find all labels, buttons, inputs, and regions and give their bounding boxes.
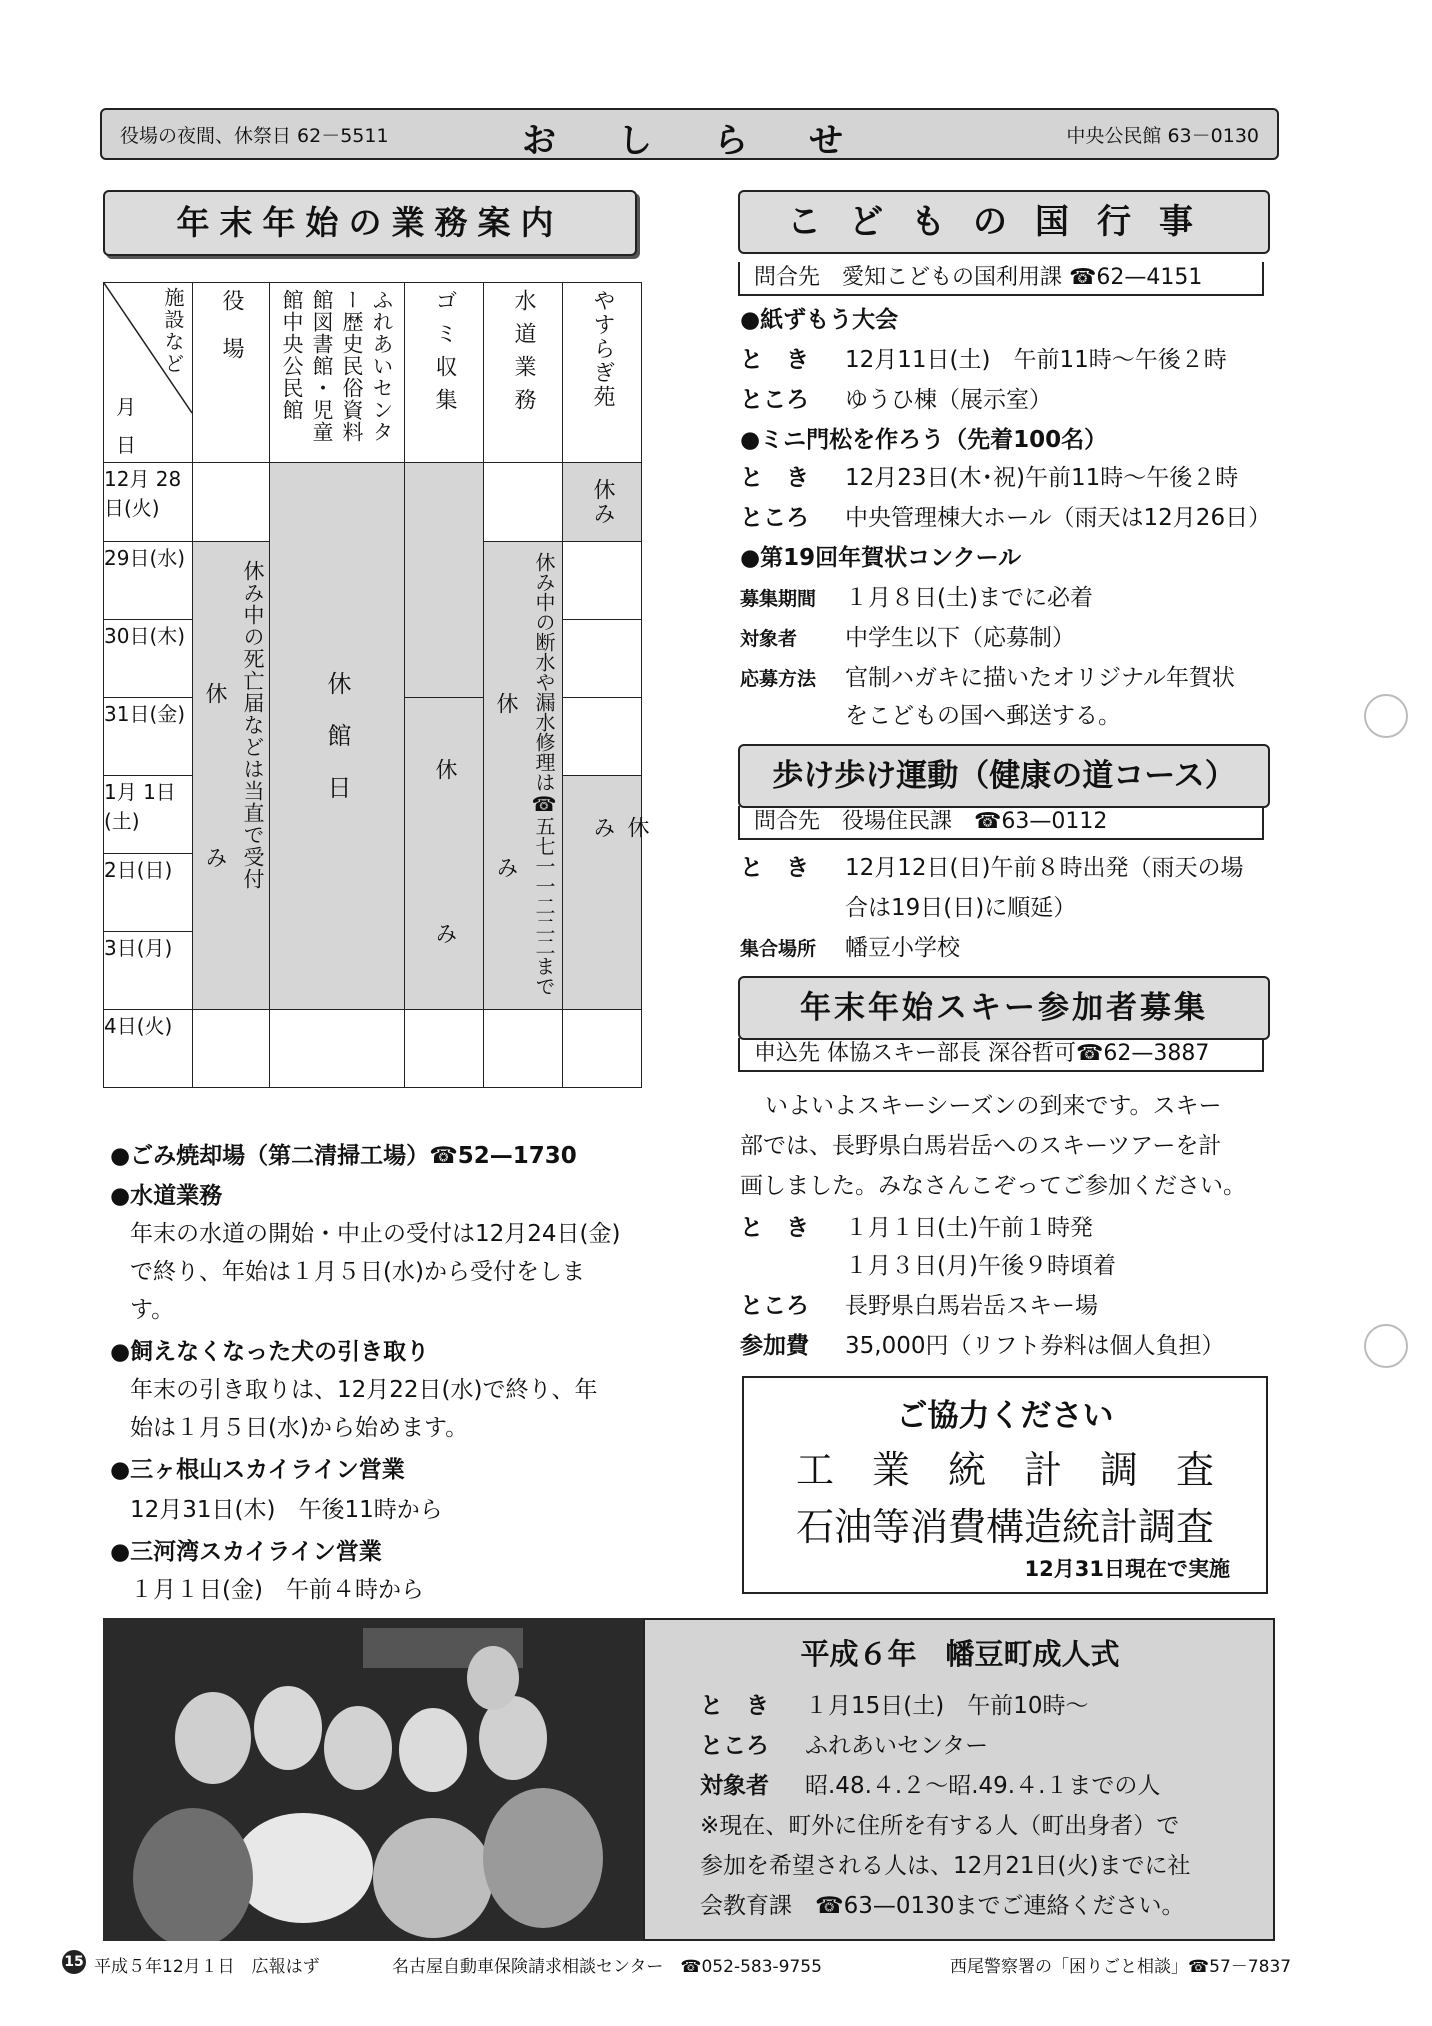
label-toki: と き xyxy=(700,1693,769,1719)
col-yakuba: 役 場 xyxy=(193,283,270,463)
label-toki: と き xyxy=(740,347,809,373)
value-tokoro: ゆうひ棟（展示室） xyxy=(845,387,1052,413)
aruke-contact: 問合先 役場住民課 ☎63—0112 xyxy=(738,806,1264,840)
date-row: 12月 28日(火) xyxy=(104,463,193,542)
item-suido-text: で終り、年始は１月５日(水)から受付をしま xyxy=(130,1259,585,1285)
ceremony-photo xyxy=(103,1618,643,1941)
seijin-note: 参加を希望される人は、12月21日(火)までに社 xyxy=(700,1853,1191,1879)
table-corner xyxy=(104,283,193,463)
item-dog-text: 始は１月５日(水)から始めます。 xyxy=(130,1415,469,1441)
header-left: 役場の夜間、休祭日 62－5511 xyxy=(120,125,389,147)
kodomo-contact: 問合先 愛知こどもの国利用課 ☎62—4151 xyxy=(738,262,1264,296)
suido-closed: 休み中の断水や漏水修理は☎五七一一二二二まで 休 み xyxy=(484,542,563,1010)
label-tokoro: ところ xyxy=(740,387,809,413)
value-method-2: をこどもの国へ郵送する。 xyxy=(845,703,1121,729)
survey-line-3: 石油等消費構造統計調査 xyxy=(795,1505,1214,1549)
label-place: 集合場所 xyxy=(740,938,817,960)
aruke-title: 歩け歩け運動（健康の道コース） xyxy=(738,744,1270,808)
item-mikawa-head: ●三河湾スカイライン営業 xyxy=(110,1539,382,1565)
value-toki-2: １月３日(月)午後９時頃着 xyxy=(845,1253,1116,1279)
schedule-title: 年末年始の業務案内 xyxy=(103,190,637,256)
survey-box xyxy=(742,1376,1268,1594)
item-gomi: ●ごみ焼却場（第二清掃工場）☎52—1730 xyxy=(110,1143,577,1169)
value-toki: 12月23日(木･祝)午前11時～午後２時 xyxy=(845,465,1239,491)
page-number: 15 xyxy=(62,1950,86,1974)
schedule-table xyxy=(103,282,649,1088)
header-right: 中央公民館 63－0130 xyxy=(1066,125,1259,147)
value-toki: 12月11日(土) 午前11時～午後２時 xyxy=(845,347,1227,373)
footer-center: 名古屋自動車保険請求相談センター ☎052-583-9755 xyxy=(392,1957,822,1977)
item-sangane-text: 12月31日(木) 午後11時から xyxy=(130,1497,443,1523)
value-tokoro: 長野県白馬岩岳スキー場 xyxy=(845,1293,1098,1319)
label-method: 応募方法 xyxy=(740,668,817,690)
event-kamizumo: ●紙ずもう大会 xyxy=(740,307,899,333)
fureai-closed: 休 館 日 xyxy=(270,463,405,1010)
value-tokoro: ふれあいセンター xyxy=(805,1733,989,1759)
corner-month: 月 xyxy=(116,395,136,419)
ski-intro: 画しました。みなさんこぞってご参加ください。 xyxy=(740,1173,1246,1199)
value-toki: 12月12日(日)午前８時出発（雨天の場 xyxy=(845,855,1244,881)
value-toki: １月１日(土)午前１時発 xyxy=(845,1215,1093,1241)
binder-hole-icon xyxy=(1364,694,1408,738)
header-bar xyxy=(100,108,1279,160)
value-target: 昭.48.４.２～昭.49.４.１までの人 xyxy=(805,1773,1161,1799)
value-method: 官制ハガキに描いたオリジナル年賀状 xyxy=(845,665,1235,691)
yasuragi-rest-2: 休 み xyxy=(563,776,642,1010)
label-target: 対象者 xyxy=(740,628,798,650)
date-row: 2日(日) xyxy=(104,854,193,932)
yakuba-closed: 休み中の死亡届などは当直で受付 休 み xyxy=(193,542,270,1010)
item-suido-text: す。 xyxy=(130,1297,175,1323)
ski-contact: 申込先 体協スキー部長 深谷哲可☎62—3887 xyxy=(738,1038,1264,1072)
date-row: 29日(水) xyxy=(104,542,193,620)
ski-title: 年末年始スキー参加者募集 xyxy=(738,976,1270,1040)
footer-date: 平成５年12月１日 広報はず xyxy=(94,1957,320,1977)
binder-hole-icon xyxy=(1364,1324,1408,1368)
label-tokoro: ところ xyxy=(740,1293,809,1319)
date-row: 31日(金) xyxy=(104,698,193,776)
survey-line-1: ご協力ください xyxy=(896,1398,1114,1434)
gomi-closed: 休 み xyxy=(405,698,484,1010)
label-tokoro: ところ xyxy=(700,1733,769,1759)
value-tokoro: 中央管理棟大ホール（雨天は12月26日） xyxy=(845,505,1272,531)
footer-right: 西尾警察署の「困りごと相談」☎57－7837 xyxy=(950,1957,1292,1977)
value-period: １月８日(土)までに必着 xyxy=(845,585,1093,611)
corner-top: 施設など xyxy=(161,287,185,375)
event-nengajo: ●第19回年賀状コンクール xyxy=(740,545,1022,571)
item-sangane-head: ●三ヶ根山スカイライン営業 xyxy=(110,1457,405,1483)
item-mikawa-text: １月１日(金) 午前４時から xyxy=(130,1577,424,1603)
event-kadomatsu: ●ミニ門松を作ろう（先着100名） xyxy=(740,427,1108,453)
label-fee: 参加費 xyxy=(740,1333,809,1359)
survey-line-4: 12月31日現在で実施 xyxy=(1024,1557,1230,1581)
label-period: 募集期間 xyxy=(740,588,817,610)
survey-line-2: 工 業 統 計 調 査 xyxy=(795,1448,1214,1492)
ski-intro: いよいよスキーシーズンの到来です。スキー xyxy=(765,1093,1222,1119)
date-row: 30日(木) xyxy=(104,620,193,698)
col-yasuragi: やすらぎ苑 xyxy=(563,283,642,463)
yasuragi-rest-1: 休み xyxy=(563,463,642,542)
date-row: 4日(火) xyxy=(104,1010,193,1088)
kodomo-title: こどもの国行事 xyxy=(738,190,1270,254)
label-toki: と き xyxy=(740,855,809,881)
seijin-note: 会教育課 ☎63—0130までご連絡ください。 xyxy=(700,1893,1185,1919)
item-dog-text: 年末の引き取りは、12月22日(水)で終り、年 xyxy=(130,1377,598,1403)
value-place: 幡豆小学校 xyxy=(845,935,960,961)
label-tokoro: ところ xyxy=(740,505,809,531)
date-row: 1月 1日(土) xyxy=(104,776,193,854)
value-target: 中学生以下（応募制） xyxy=(845,625,1075,651)
label-target: 対象者 xyxy=(700,1773,769,1799)
label-toki: と き xyxy=(740,1215,809,1241)
col-suido: 水 道 業 務 xyxy=(484,283,563,463)
date-row: 3日(月) xyxy=(104,932,193,1010)
col-gomi: ゴ ミ 収 集 xyxy=(405,283,484,463)
header-title: おしらせ xyxy=(522,121,905,161)
item-suido-text: 年末の水道の開始・中止の受付は12月24日(金) xyxy=(130,1221,621,1247)
value-toki-2: 合は19日(日)に順延） xyxy=(845,895,1077,921)
seijin-title: 平成６年 幡豆町成人式 xyxy=(800,1637,1120,1671)
item-dog-head: ●飼えなくなった犬の引き取り xyxy=(110,1339,430,1365)
label-toki: と き xyxy=(740,465,809,491)
corner-day: 日 xyxy=(116,433,136,457)
seijin-note: ※現在、町外に住所を有する人（町出身者）で xyxy=(700,1813,1180,1839)
ski-intro: 部では、長野県白馬岩岳へのスキーツアーを計 xyxy=(740,1133,1222,1159)
item-suido-head: ●水道業務 xyxy=(110,1183,223,1209)
col-fureai: ふれあいセンター歴史民俗資料館図書館・児童館中央公民館 xyxy=(270,283,405,463)
value-fee: 35,000円（リフト券料は個人負担） xyxy=(845,1333,1225,1359)
value-toki: １月15日(土) 午前10時～ xyxy=(805,1693,1089,1719)
